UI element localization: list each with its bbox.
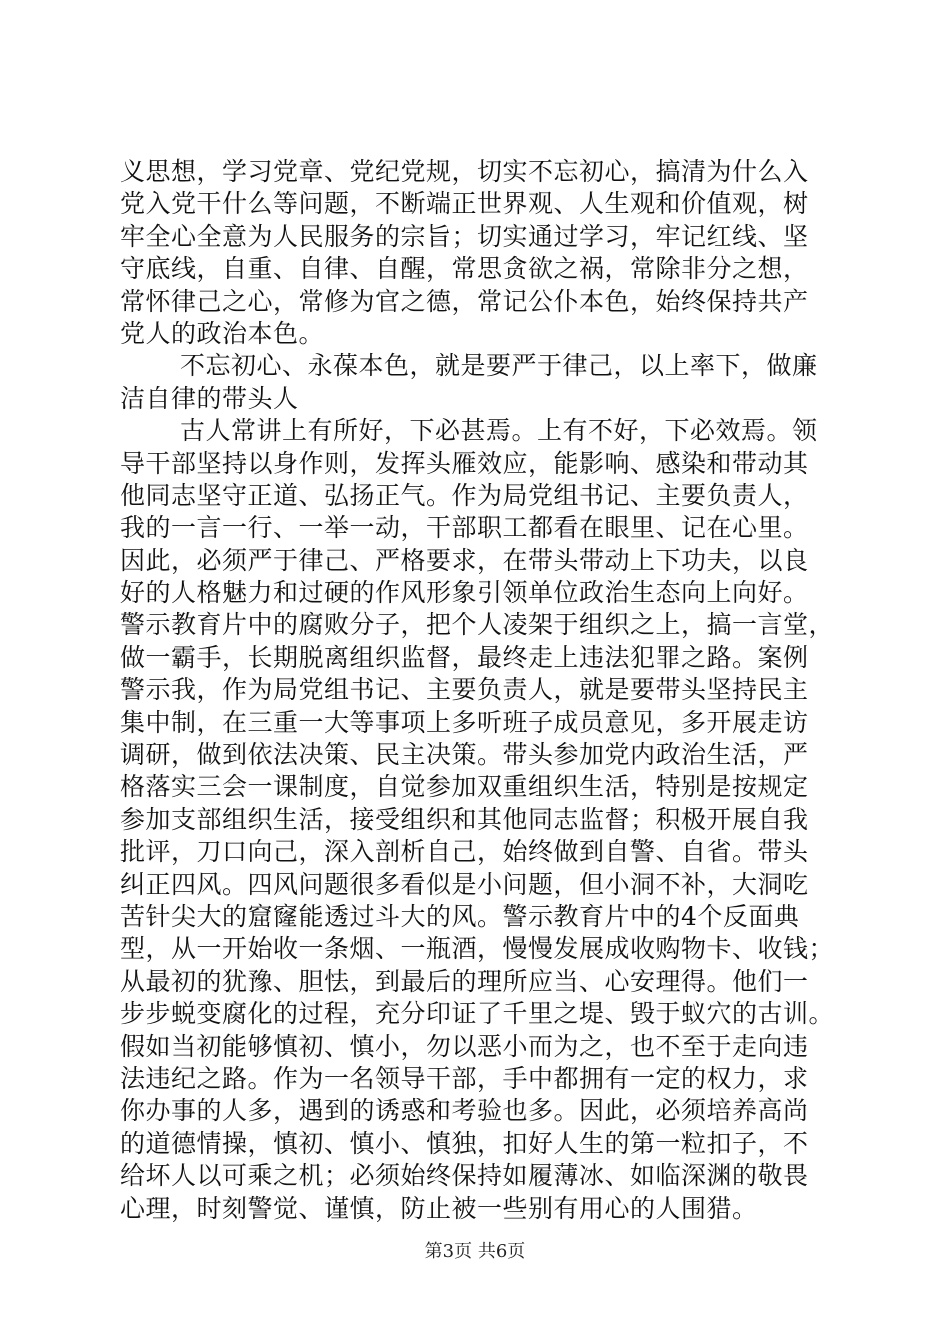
text-line: 法违纪之路。作为一名领导干部，手中都拥有一定的权力，求 — [120, 1063, 809, 1093]
text-line: 警示我，作为局党组书记、主要负责人，就是要带头坚持民主 — [120, 675, 809, 705]
text-line: 好的人格魅力和过硬的作风形象引领单位政治生态向上向好。 — [120, 578, 809, 608]
text-line: 牢全心全意为人民服务的宗旨；切实通过学习，牢记红线、坚 — [120, 221, 809, 251]
text-line: 型，从一开始收一条烟、一瓶酒，慢慢发展成收购物卡、收钱； — [120, 934, 835, 964]
text-line: 警示教育片中的腐败分子，把个人凌架于组织之上，搞一言堂， — [120, 610, 835, 640]
text-line: 纠正四风。四风问题很多看似是小问题，但小洞不补，大洞吃 — [120, 869, 809, 899]
text-line: 常怀律己之心，常修为官之德，常记公仆本色，始终保持共产 — [120, 286, 809, 316]
text-line: 党入党干什么等问题，不断端正世界观、人生观和价值观，树 — [120, 189, 809, 219]
section-heading-line: 洁自律的带头人 — [120, 383, 299, 413]
text-line: 导干部坚持以身作则，发挥头雁效应，能影响、感染和带动其 — [120, 448, 809, 478]
text-line: 苦针尖大的窟窿能透过斗大的风。警示教育片中的4个反面典 — [120, 901, 800, 931]
text-line: 心理，时刻警觉、谨慎，防止被一些别有用心的人围猎。 — [120, 1193, 758, 1223]
document-body — [120, 156, 840, 1225]
text-line: 你办事的人多，遇到的诱惑和考验也多。因此，必须培养高尚 — [120, 1096, 809, 1126]
text-line: 批评，刀口向己，深入剖析自己，始终做到自警、自省。带头 — [120, 837, 809, 867]
text-line: 步步蜕变腐化的过程，充分印证了千里之堤、毁于蚁穴的古训。 — [120, 999, 835, 1029]
text-line: 集中制，在三重一大等事项上多听班子成员意见，多开展走访 — [120, 707, 809, 737]
text-line: 格落实三会一课制度，自觉参加双重组织生活，特别是按规定 — [120, 772, 809, 802]
text-line: 党人的政治本色。 — [120, 318, 325, 348]
section-heading-line: 不忘初心、永葆本色，就是要严于律己，以上率下，做廉 — [180, 351, 818, 381]
text-line: 义思想，学习党章、党纪党规，切实不忘初心，搞清为什么入 — [120, 157, 809, 186]
text-line: 古人常讲上有所好，下必甚焉。上有不好，下必效焉。领 — [180, 416, 818, 446]
text-line: 因此，必须严于律己、严格要求，在带头带动上下功夫，以良 — [120, 545, 809, 575]
text-line: 我的一言一行、一举一动，干部职工都看在眼里、记在心里。 — [120, 513, 809, 543]
text-line: 从最初的犹豫、胆怯，到最后的理所应当、心安理得。他们一 — [120, 966, 809, 996]
text-line: 给坏人以可乘之机；必须始终保持如履薄冰、如临深渊的敬畏 — [120, 1161, 809, 1191]
text-line: 假如当初能够慎初、慎小，勿以恶小而为之，也不至于走向违 — [120, 1031, 809, 1061]
text-line: 参加支部组织生活，接受组织和其他同志监督；积极开展自我 — [120, 804, 809, 834]
text-line: 守底线，自重、自律、自醒，常思贪欲之祸，常除非分之想， — [120, 254, 809, 284]
text-line: 调研，做到依法决策、民主决策。带头参加党内政治生活，严 — [120, 740, 809, 770]
text-line: 做一霸手，长期脱离组织监督，最终走上违法犯罪之路。案例 — [120, 642, 809, 672]
text-line: 他同志坚守正道、弘扬正气。作为局党组书记、主要负责人， — [120, 480, 809, 510]
text-line: 的道德情操，慎初、慎小、慎独，扣好人生的第一粒扣子，不 — [120, 1128, 809, 1158]
page-footer — [0, 1240, 950, 1264]
page-number-label: 第3页 共6页 — [424, 1241, 526, 1262]
